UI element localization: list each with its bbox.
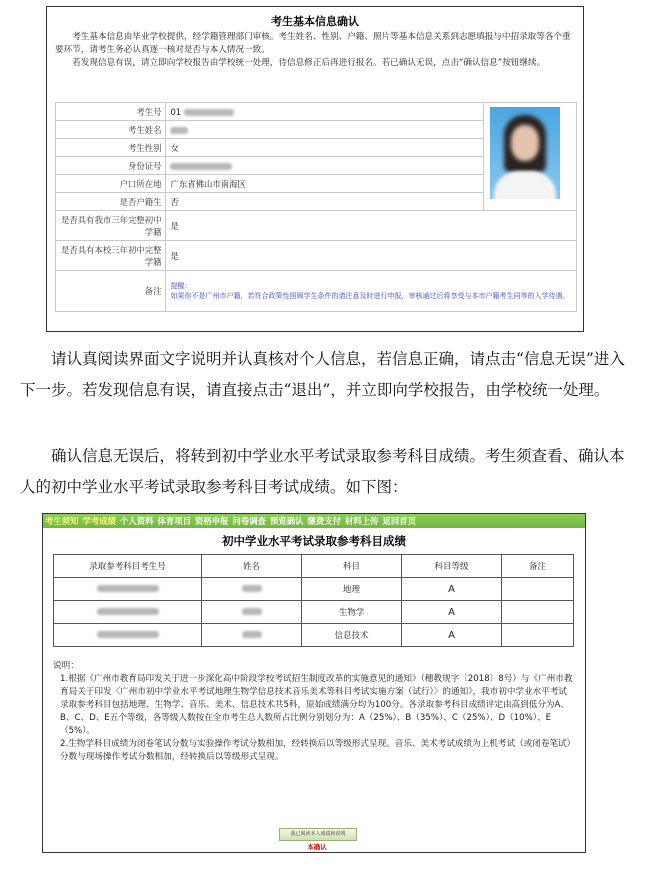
student-photo <box>490 107 560 199</box>
value-household: 广东省佛山市南海区 <box>166 175 484 193</box>
redacted-mark <box>184 109 234 116</box>
value-local-status: 否 <box>166 193 484 211</box>
redacted-mark <box>242 608 262 615</box>
instruction-paragraph-2: 确认信息无误后，将转到初中学业水平考试录取参考科目成绩。考生须查看、确认本人的初中学业水平考试录取参考科目考试成绩。如下图： <box>20 447 625 496</box>
read-confirm-button[interactable]: 我已阅读本人成绩和说明 <box>279 828 357 841</box>
subject-cell: 信息技术 <box>302 624 402 647</box>
table-row <box>54 624 574 647</box>
table-row <box>56 271 577 312</box>
basic-info-screenshot <box>46 6 584 332</box>
table-row <box>54 601 574 624</box>
basic-info-title: 考生基本信息确认 <box>271 15 359 28</box>
name-cell <box>202 601 302 624</box>
basic-info-table <box>55 102 577 312</box>
name-cell <box>202 624 302 647</box>
photo-cell <box>484 103 577 211</box>
column-header: 录取参考科目考生号 <box>54 555 202 578</box>
nav-item-sports[interactable]: 体育项目 <box>157 516 191 526</box>
label-gender: 考生性别 <box>56 139 166 157</box>
level-cell: A <box>402 601 502 624</box>
table-row <box>56 103 577 121</box>
level-cell: A <box>402 624 502 647</box>
label-city-enrollment: 是否具有我市三年完整初中学籍 <box>56 211 166 241</box>
label-student-name: 考生姓名 <box>56 121 166 139</box>
notes-heading: 说明： <box>53 661 79 671</box>
nav-item-qualification[interactable]: 资格申报 <box>195 516 229 526</box>
table-row <box>54 578 574 601</box>
value-school-enrollment: 是 <box>166 241 577 271</box>
exam-number-cell <box>54 578 202 601</box>
label-exam-number: 考生号 <box>56 103 166 121</box>
note-cell <box>502 601 574 624</box>
note-cell <box>502 624 574 647</box>
value-id-number <box>166 157 484 175</box>
table-row <box>56 241 577 271</box>
value-exam-number <box>166 103 484 121</box>
name-cell <box>202 578 302 601</box>
notice-paragraph: 考生基本信息由毕业学校提供，经学籍管理部门审核。考生姓名、性别、户籍、照片等基本信息关系到志愿填报与中招录取等各个重要环节，请考生务必认真逐一核对是否与本人情况一致。 <box>55 32 571 55</box>
score-screenshot <box>42 513 586 853</box>
score-title: 初中学业水平考试录取参考科目成绩 <box>222 534 406 548</box>
value-remark <box>166 271 577 312</box>
basic-info-notice <box>47 29 583 70</box>
confirm-link[interactable]: 本确认 <box>307 843 327 851</box>
remark-text: 提醒： 如果你不是广州市户籍，若符合政策性照顾学生条件的请注意及时进行申报，审核通过后将享受与本市户籍考生同等的入学待遇。 <box>170 282 570 300</box>
nav-item-notice[interactable]: 考生须知 <box>45 516 79 526</box>
nav-item-preview[interactable]: 预览确认 <box>270 516 304 526</box>
note-cell <box>502 578 574 601</box>
label-local-status: 是否户籍生 <box>56 193 166 211</box>
redacted-mark <box>97 585 159 592</box>
subject-cell: 生物学 <box>302 601 402 624</box>
nav-item-scores[interactable]: 学考成绩 <box>82 516 116 526</box>
label-school-enrollment: 是否具有本校三年初中完整学籍 <box>56 241 166 271</box>
table-header-row <box>54 555 574 578</box>
instruction-paragraph-1: 请认真阅读界面文字说明并认真核对个人信息，若信息正确，请点击“信息无误”进入下一步。若发现信息有误，请直接点击“退出”，并立即向学校报告，由学校统一处理。 <box>20 350 625 399</box>
redacted-mark <box>170 163 232 170</box>
label-id-number: 身份证号 <box>56 157 166 175</box>
exam-number-cell <box>54 601 202 624</box>
value-student-name <box>166 121 484 139</box>
score-table <box>53 554 574 647</box>
nav-item-survey[interactable]: 问卷调查 <box>232 516 266 526</box>
table-row <box>56 211 577 241</box>
exam-number-prefix: 01 <box>170 106 182 117</box>
top-nav-bar <box>43 514 585 528</box>
subject-cell: 地理 <box>302 578 402 601</box>
column-header: 备注 <box>502 555 574 578</box>
level-cell: A <box>402 578 502 601</box>
label-remark: 备注 <box>56 271 166 312</box>
column-header: 姓名 <box>202 555 302 578</box>
nav-item-payment[interactable]: 缴费支付 <box>307 516 341 526</box>
redacted-mark <box>170 127 188 134</box>
nav-item-profile[interactable]: 个人资料 <box>120 516 154 526</box>
label-household: 户口所在地 <box>56 175 166 193</box>
nav-item-upload[interactable]: 材料上传 <box>345 516 379 526</box>
value-city-enrollment: 是 <box>166 211 577 241</box>
notice-paragraph: 若发现信息有误，请立即向学校报告由学校统一处理，待信息修正后再进行报名。若已确认无误，点击“确认信息”按钮继续。 <box>72 58 546 68</box>
redacted-mark <box>97 631 159 638</box>
exam-number-cell <box>54 624 202 647</box>
redacted-mark <box>242 631 262 638</box>
column-header: 科目 <box>302 555 402 578</box>
nav-item-home[interactable]: 返回首页 <box>382 516 416 526</box>
column-header: 科目等级 <box>402 555 502 578</box>
redacted-mark <box>97 608 159 615</box>
note-item-1: 1.根据《广州市教育局印发关于进一步深化高中阶段学校考试招生制度改革的实施意见的通知》（穗教规字〔2018〕8号）与《广州市教育局关于印发〈广州市初中学业水平考试地理生物学信息技术音乐美术等科目考试实施方案（试行）〉的通知》，我市初中学业水平考试录取参考科目包括地理、生物学、音乐、美术、信息技术共5科，原始成绩满分均为100分。各录取参考科目成绩评定由高到低分为A、B、C、D、E五个等级，各等级人数按在全市考生总人数所占比例分别划分为：A（25%）、B（35%）、C（25%）、D（10%）、E（5%）。 <box>60 674 573 736</box>
redacted-mark <box>242 585 262 592</box>
value-gender: 女 <box>166 139 484 157</box>
score-notes <box>53 660 573 764</box>
note-item-2: 2.生物学科目成绩为闭卷笔试分数与实验操作考试分数相加，经转换后以等级形式呈现。音乐、美术考试成绩为上机考试（或闭卷笔试）分数与现场操作考试分数相加，经转换后以等级形式呈现。 <box>60 739 571 762</box>
